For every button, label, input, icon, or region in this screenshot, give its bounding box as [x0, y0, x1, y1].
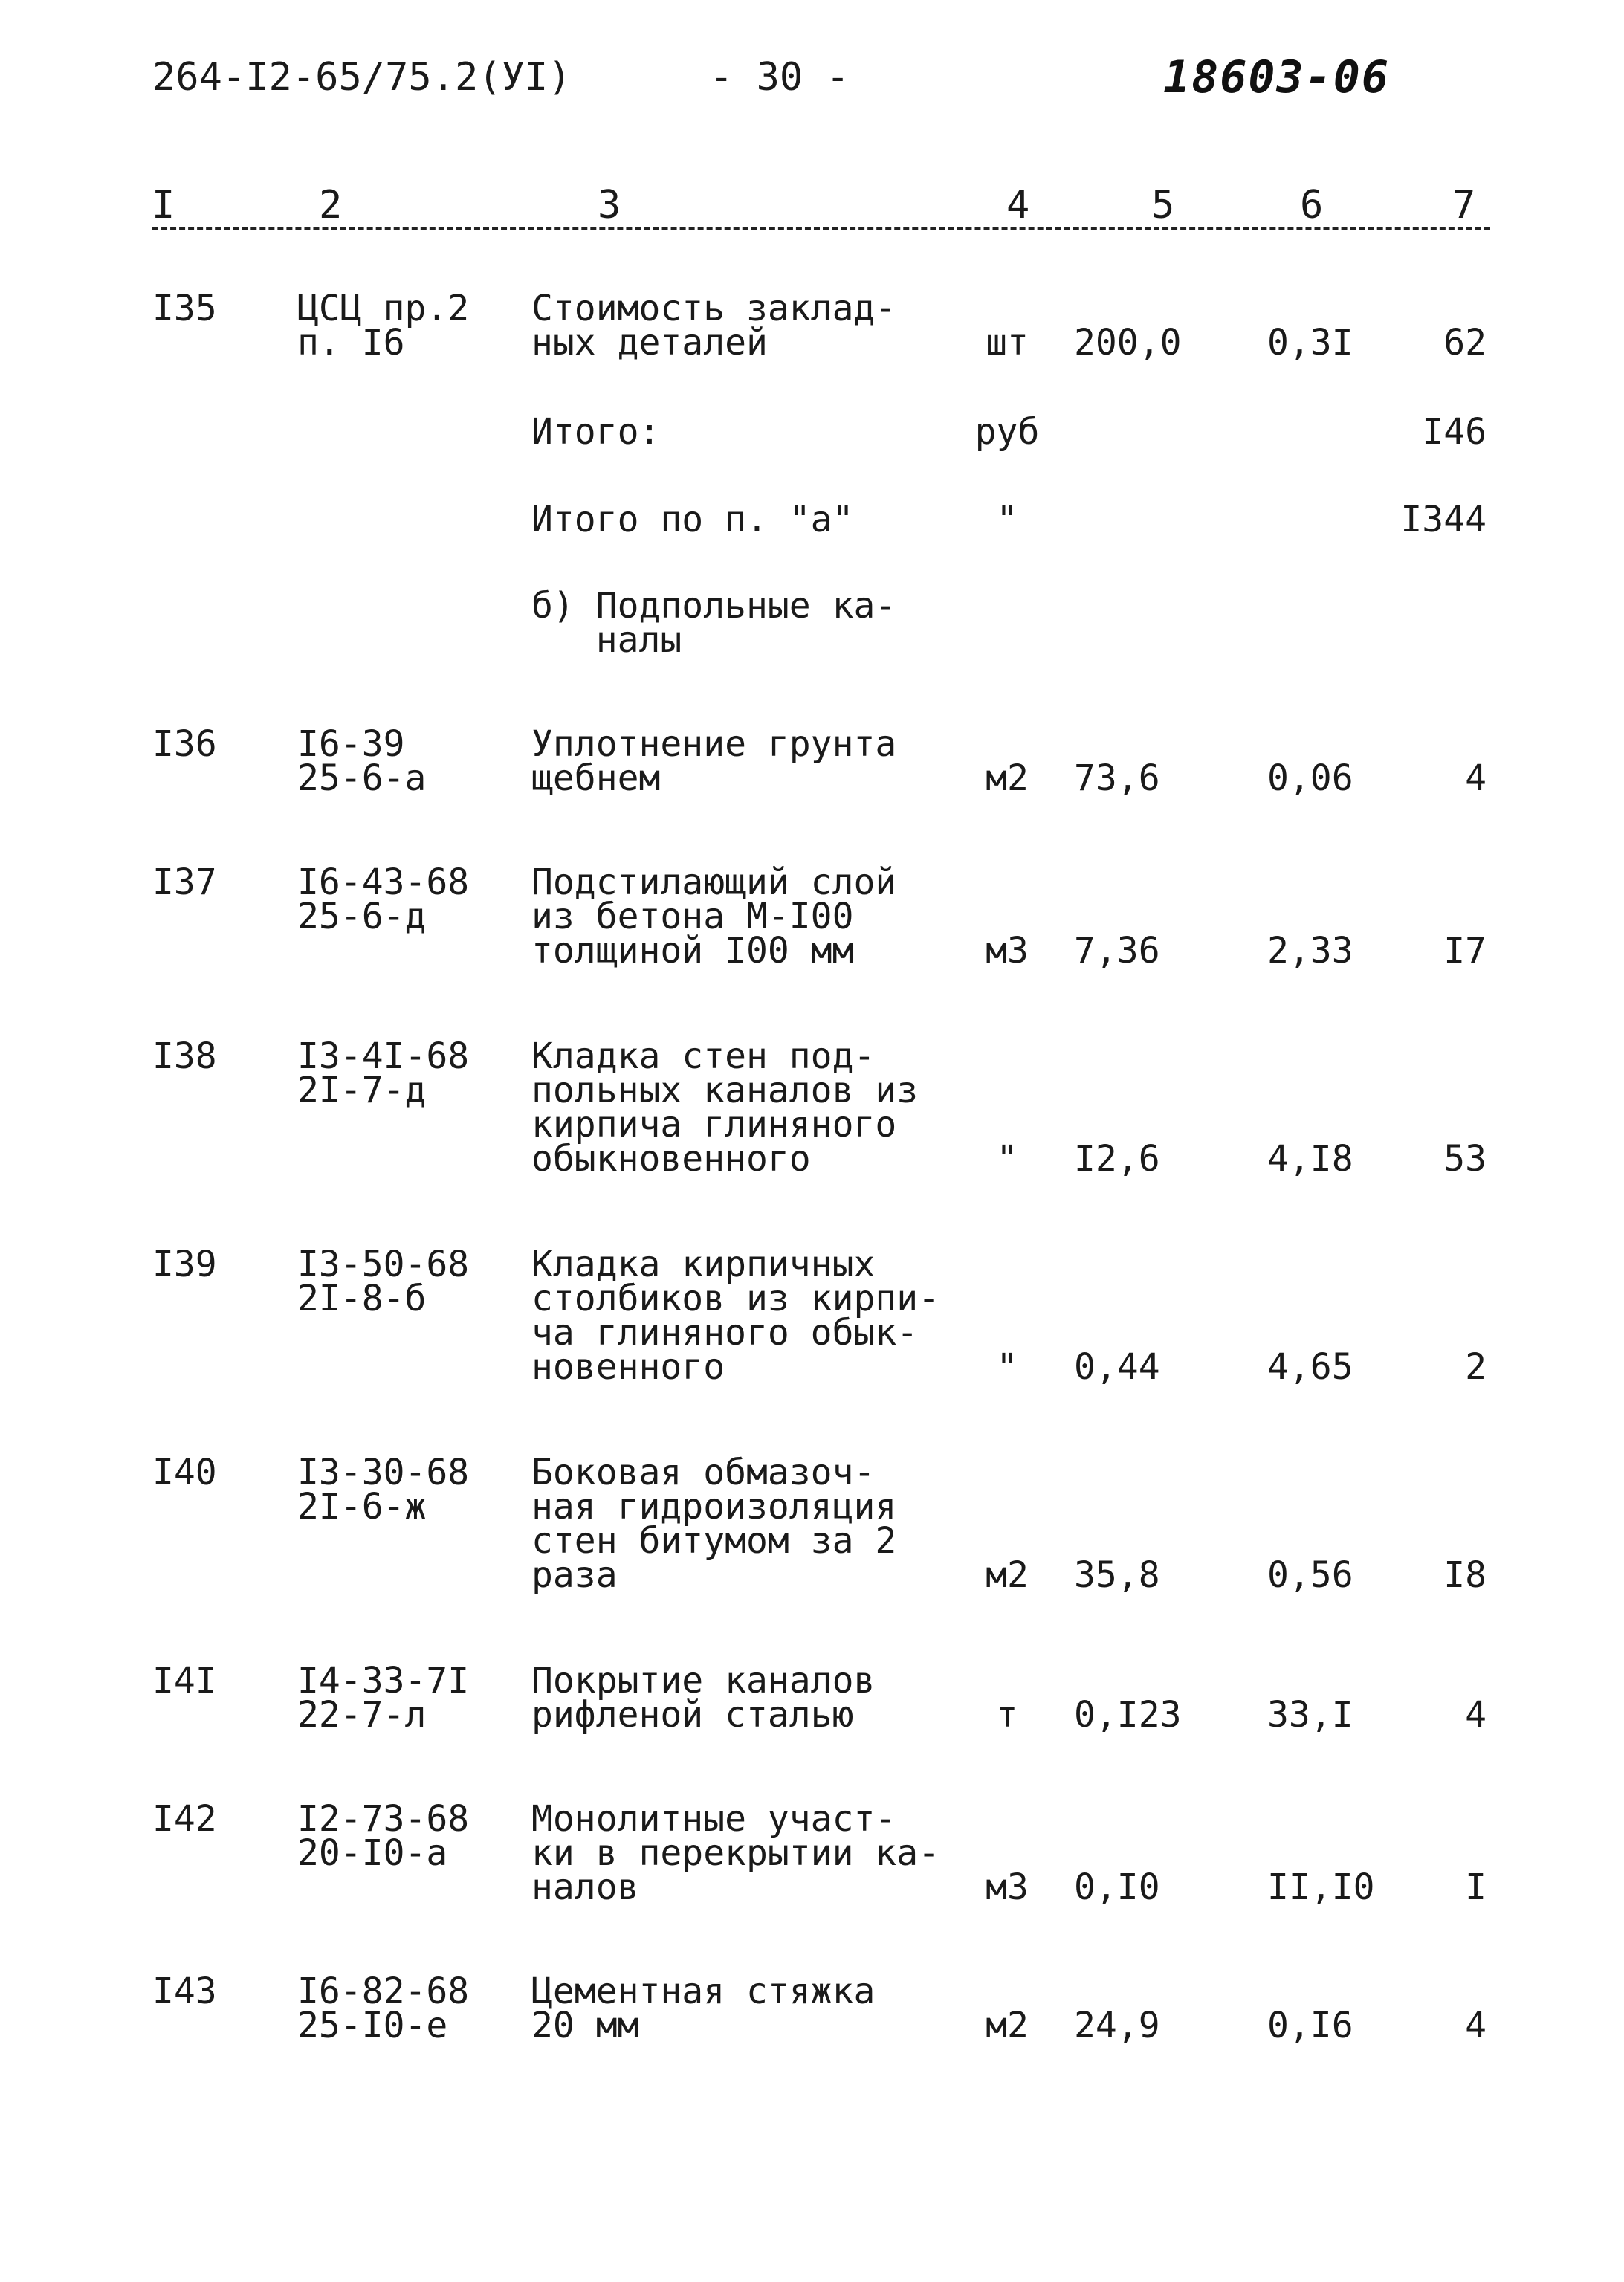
unit-price: 0,3I — [1267, 322, 1353, 363]
quantity: 35,8 — [1074, 1554, 1160, 1596]
work-description: Боковая обмазоч- ная гидроизоляция стен битумом за 2 раза — [531, 1452, 897, 1596]
unit: м2 — [986, 1554, 1029, 1596]
row-number: I36 — [152, 723, 217, 765]
work-description: Уплотнение грунта щебнем — [531, 723, 897, 799]
row-number: I39 — [152, 1244, 217, 1285]
norm-code: I6-43-68 25-6-д — [297, 862, 470, 937]
column-header-6: 6 — [1297, 183, 1326, 227]
header-dashed-rule — [152, 227, 1490, 230]
row-number: I42 — [152, 1798, 217, 1840]
row-number: I4I — [152, 1660, 217, 1701]
unit: шт — [986, 322, 1029, 363]
unit: т — [996, 1694, 1018, 1736]
document-code: 264-I2-65/75.2(УI) — [152, 55, 572, 100]
subtotal-unit: " — [996, 499, 1018, 540]
column-header-7: 7 — [1449, 183, 1478, 227]
quantity: 200,0 — [1074, 322, 1182, 363]
column-header-2: 2 — [316, 183, 345, 227]
column-header-1: I — [149, 183, 178, 227]
page-number: - 30 - — [710, 55, 850, 100]
subtotal-value: I344 — [1400, 499, 1486, 540]
quantity: I2,6 — [1074, 1138, 1160, 1180]
subtotal-label: Итого по п. "а" — [531, 499, 854, 540]
section-heading: б) Подпольные ка- налы — [531, 585, 897, 661]
row-number: I43 — [152, 1971, 217, 2012]
subtotal-label: Итого: — [531, 411, 661, 453]
norm-code: I4-33-7I 22-7-л — [297, 1660, 470, 1736]
unit: м3 — [986, 1866, 1029, 1908]
unit: м2 — [986, 757, 1029, 799]
total-cost: I8 — [1443, 1554, 1486, 1596]
quantity: 0,I23 — [1074, 1694, 1182, 1736]
unit-price: 2,33 — [1267, 930, 1353, 972]
unit: " — [996, 1138, 1018, 1180]
unit-price: 0,56 — [1267, 1554, 1353, 1596]
quantity: 0,44 — [1074, 1346, 1160, 1388]
total-cost: 2 — [1465, 1346, 1486, 1388]
subtotal-unit: руб — [974, 411, 1040, 453]
row-number: I38 — [152, 1035, 217, 1077]
unit: " — [996, 1346, 1018, 1388]
total-cost: 4 — [1465, 1694, 1486, 1736]
total-cost: 53 — [1443, 1138, 1486, 1180]
quantity: 73,6 — [1074, 757, 1160, 799]
row-number: I37 — [152, 862, 217, 903]
work-description: Кладка кирпичных столбиков из кирпи- ча глиняного обык- новенного — [531, 1244, 940, 1388]
work-description: Подстилающий слой из бетона М-I00 толщиной I00 мм — [531, 862, 897, 972]
norm-code: I3-4I-68 2I-7-д — [297, 1035, 470, 1111]
norm-code: I6-39 25-6-а — [297, 723, 427, 799]
column-header-row — [0, 175, 1624, 242]
work-description: Монолитные участ- ки в перекрытии ка- налов — [531, 1798, 940, 1908]
row-number: I40 — [152, 1452, 217, 1493]
quantity: 7,36 — [1074, 930, 1160, 972]
work-description: Стоимость заклад- ных деталей — [531, 288, 897, 363]
unit-price: II,I0 — [1267, 1866, 1375, 1908]
unit-price: 4,65 — [1267, 1346, 1353, 1388]
total-cost: 4 — [1465, 2005, 1486, 2046]
subtotal-value: I46 — [1422, 411, 1486, 453]
work-description: Цементная стяжка 20 мм — [531, 1971, 876, 2046]
quantity: 24,9 — [1074, 2005, 1160, 2046]
column-header-5: 5 — [1148, 183, 1177, 227]
total-cost: 4 — [1465, 757, 1486, 799]
handwritten-stamp-number: 18603-06 — [1163, 51, 1390, 103]
norm-code: I2-73-68 20-I0-а — [297, 1798, 470, 1874]
unit-price: 4,I8 — [1267, 1138, 1353, 1180]
total-cost: 62 — [1443, 322, 1486, 363]
total-cost: I — [1465, 1866, 1486, 1908]
unit: м3 — [986, 930, 1029, 972]
unit-price: 0,I6 — [1267, 2005, 1353, 2046]
unit-price: 33,I — [1267, 1694, 1353, 1736]
norm-code: I3-50-68 2I-8-б — [297, 1244, 470, 1319]
column-header-3: 3 — [595, 183, 624, 227]
work-description: Покрытие каналов рифленой сталью — [531, 1660, 876, 1736]
quantity: 0,I0 — [1074, 1866, 1160, 1908]
total-cost: I7 — [1443, 930, 1486, 972]
row-number: I35 — [152, 288, 217, 329]
norm-code: ЦСЦ пр.2 п. I6 — [297, 288, 470, 363]
unit-price: 0,06 — [1267, 757, 1353, 799]
unit: м2 — [986, 2005, 1029, 2046]
norm-code: I6-82-68 25-I0-е — [297, 1971, 470, 2046]
work-description: Кладка стен под- польных каналов из кирпича глиняного обыкновенного — [531, 1035, 919, 1180]
norm-code: I3-30-68 2I-6-ж — [297, 1452, 470, 1528]
column-header-4: 4 — [1003, 183, 1032, 227]
